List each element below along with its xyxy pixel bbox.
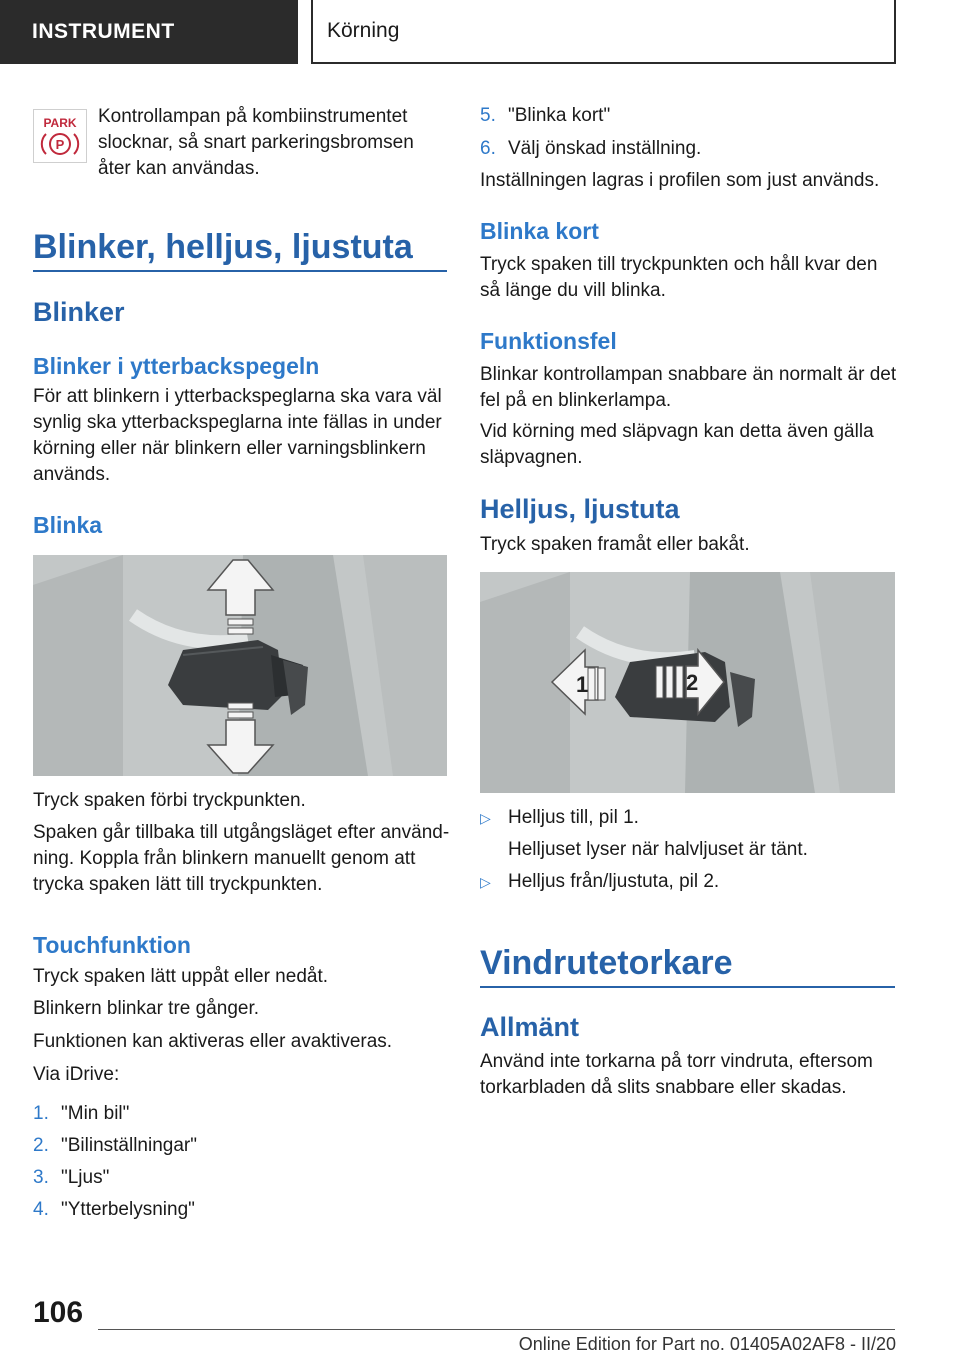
heading-blinker-mirror: Blinker i ytterbackspegeln bbox=[33, 353, 320, 379]
arrow-1-label: 1 bbox=[576, 672, 589, 697]
section-heading-vindrutetorkare: Vindrutetorkare bbox=[480, 944, 733, 982]
park-icon-symbol: P bbox=[55, 137, 65, 152]
touch-text-4: Via iDrive: bbox=[33, 1064, 120, 1085]
touch-text-3: Funktionen kan aktiveras eller avaktiveras. bbox=[33, 1031, 393, 1052]
header-section-label: INSTRUMENT bbox=[32, 20, 175, 43]
heading-allmant: Allmänt bbox=[480, 1012, 580, 1042]
allmant-text: Använd inte torkarna på torr vindruta, eftersom torkarbladen då slits snabbare eller skadas. bbox=[480, 1051, 873, 1098]
heading-helljus-ljustuta: Helljus, ljustuta bbox=[480, 494, 680, 524]
park-icon-label: PARK bbox=[43, 116, 77, 130]
arrow-2-label: 2 bbox=[686, 670, 699, 695]
bullet-subtext: Helljuset lyser när halvljuset är tänt. bbox=[508, 839, 808, 860]
turn-signal-stalk-illustration bbox=[33, 555, 447, 776]
section-heading-blinker-helljus: Blinker, helljus, ljustuta bbox=[33, 228, 413, 266]
section-heading-rule bbox=[33, 270, 447, 272]
header-section-tab bbox=[0, 0, 298, 64]
heading-touchfunktion: Touchfunktion bbox=[33, 932, 191, 958]
heading-blinker: Blinker bbox=[33, 297, 125, 327]
helljus-text: Tryck spaken framåt eller bakåt. bbox=[480, 534, 750, 555]
intro-text: Kontrollampan på kombiinstrumentet slocknar, så snart parkeringsbromsen åter kan användas. bbox=[98, 106, 414, 179]
setting-saved-text: Inställningen lagras i profilen som just används. bbox=[480, 170, 880, 191]
page-number: 106 bbox=[33, 1296, 84, 1329]
blinka-kort-text: Tryck spaken till tryckpunkten och håll kvar den så länge du vill blinka. bbox=[480, 254, 878, 301]
high-beam-stalk-illustration bbox=[480, 572, 895, 793]
funktionsfel-text: Blinkar kontrollampan snabbare än normalt är det fel på en blinkerlampa. bbox=[480, 364, 897, 411]
heading-funktionsfel: Funktionsfel bbox=[480, 328, 617, 354]
header-chapter-tab bbox=[311, 0, 896, 64]
touch-text-1: Tryck spaken lätt uppåt eller nedåt. bbox=[33, 966, 329, 987]
heading-blinka: Blinka bbox=[33, 512, 103, 538]
footer-rule bbox=[98, 1329, 895, 1330]
heading-blinka-kort: Blinka kort bbox=[480, 218, 599, 244]
section-heading-rule bbox=[480, 986, 895, 988]
mirror-text: För att blinkern i ytterbackspeglarna ska vara väl synlig ska ytterbackspeglarna inte fällas in under körning eller när blinkern eller varningsblinkern används. bbox=[33, 386, 442, 485]
trailer-text: Vid körning med släpvagn kan detta även gälla släpvagnen. bbox=[480, 421, 874, 468]
touch-text-2: Blinkern blinkar tre gånger. bbox=[33, 998, 260, 1019]
lever-returns-text: Spaken går tillbaka till utgångsläget efter använd- ning. Koppla från blinkern manuellt genom att trycka spaken lätt till tryckpunkten. bbox=[33, 822, 450, 895]
header-chapter-label: Körning bbox=[327, 19, 400, 42]
parking-brake-warning-icon bbox=[33, 109, 87, 163]
press-lever-text: Tryck spaken förbi tryckpunkten. bbox=[33, 790, 306, 811]
footer-edition-text: Online Edition for Part no. 01405A02AF8 - II/20 bbox=[518, 1334, 896, 1354]
